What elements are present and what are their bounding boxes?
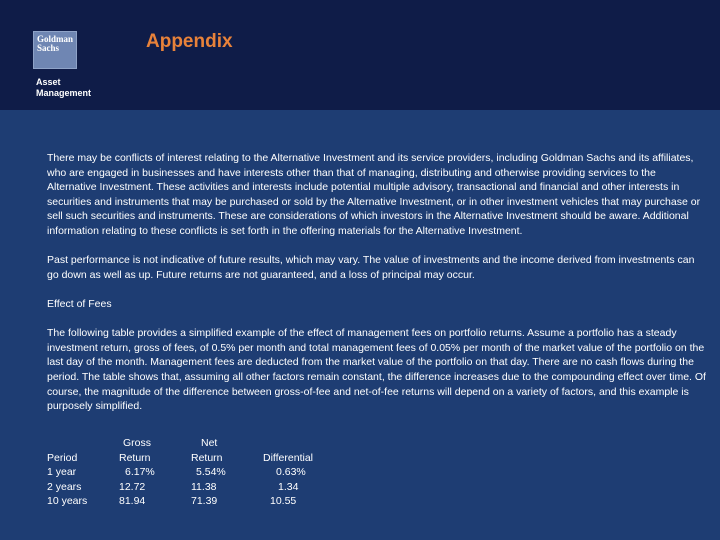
period-cell: 10 years [47, 495, 88, 508]
period-column [47, 436, 87, 509]
period-cell: 2 years [47, 480, 82, 493]
diff-cell: 10.55 [270, 495, 297, 508]
diff-cell: 0.63% [276, 466, 306, 479]
gross-cell: 12.72 [119, 480, 146, 493]
past-performance-paragraph: Past performance is not indicative of future results, which may vary. The value of investments and the income derived from investments can go down as well as up. Future returns are not guaranteed, and a loss of principal may occur. [47, 254, 695, 281]
logo-text [37, 35, 73, 53]
net-header-line-1: Net [201, 437, 218, 449]
differential-column [263, 436, 313, 509]
diff-header-line-1 [263, 436, 313, 451]
period-cell: 1 year [47, 466, 77, 479]
division-name [36, 77, 91, 99]
net-cell: 5.54% [196, 466, 226, 479]
content-area [0, 110, 720, 540]
page-title: Appendix [146, 31, 233, 52]
gross-return-column [119, 436, 155, 509]
division-line-2: Management [36, 88, 92, 98]
period-header-line-1 [47, 436, 87, 451]
conflicts-paragraph: There may be conflicts of interest relating to the Alternative Investment and its service providers, including Goldman Sachs and its affiliates, who are engaged in businesses and have interests other than that of managing, distributing and otherwise providing services to the Alternative Investment. These activities and interests include potential multiple advisory, transactional and financial and other interests in securities and instruments that may be purchased or sold by the Alternative Investment, or in other investment vehicles that may purchase or sell such securities and instruments. These are considerations of which investors in the Alternative Investment should be aware. Additional information relating to these conflicts is set forth in the offering materials for the Alternative Investment. [47, 152, 701, 237]
goldman-sachs-logo [33, 31, 77, 69]
diff-cell: 1.34 [278, 480, 299, 493]
gross-header-line-2: Return [119, 451, 151, 464]
net-return-column [191, 436, 226, 509]
net-header-line-2: Return [191, 451, 223, 464]
header [0, 0, 720, 110]
gross-cell: 81.94 [119, 495, 146, 508]
logo-line-1: Goldman [37, 34, 74, 44]
logo-line-2: Sachs [37, 43, 60, 53]
diff-header: Differential [263, 451, 313, 464]
net-cell: 11.38 [191, 480, 217, 493]
gross-header-line-1: Gross [123, 437, 152, 449]
period-header: Period [47, 451, 78, 464]
fees-paragraph: The following table provides a simplified example of the effect of management fees on portfolio returns. Assume a portfolio has a steady investment return, gross of fees, of 0.5% per month and total management fees of 0.05% per month of the market value of the portfolio on the last day of the month. Management fees are deducted from the market value of the portfolio on that day. There are no cash flows during the period. The table shows that, assuming all other factors remain constant, the difference increases due to the compounding effect over time. Of course, the magnitude of the difference between gross-of-fee and net-of-fee returns will depend on a variety of factors, and this example is purposely simplified. [47, 327, 706, 413]
body-text [47, 151, 707, 414]
net-cell: 71.39 [191, 495, 218, 508]
gross-cell: 6.17% [125, 466, 155, 479]
division-line-1: Asset [36, 77, 61, 87]
fees-heading: Effect of Fees [47, 297, 112, 310]
